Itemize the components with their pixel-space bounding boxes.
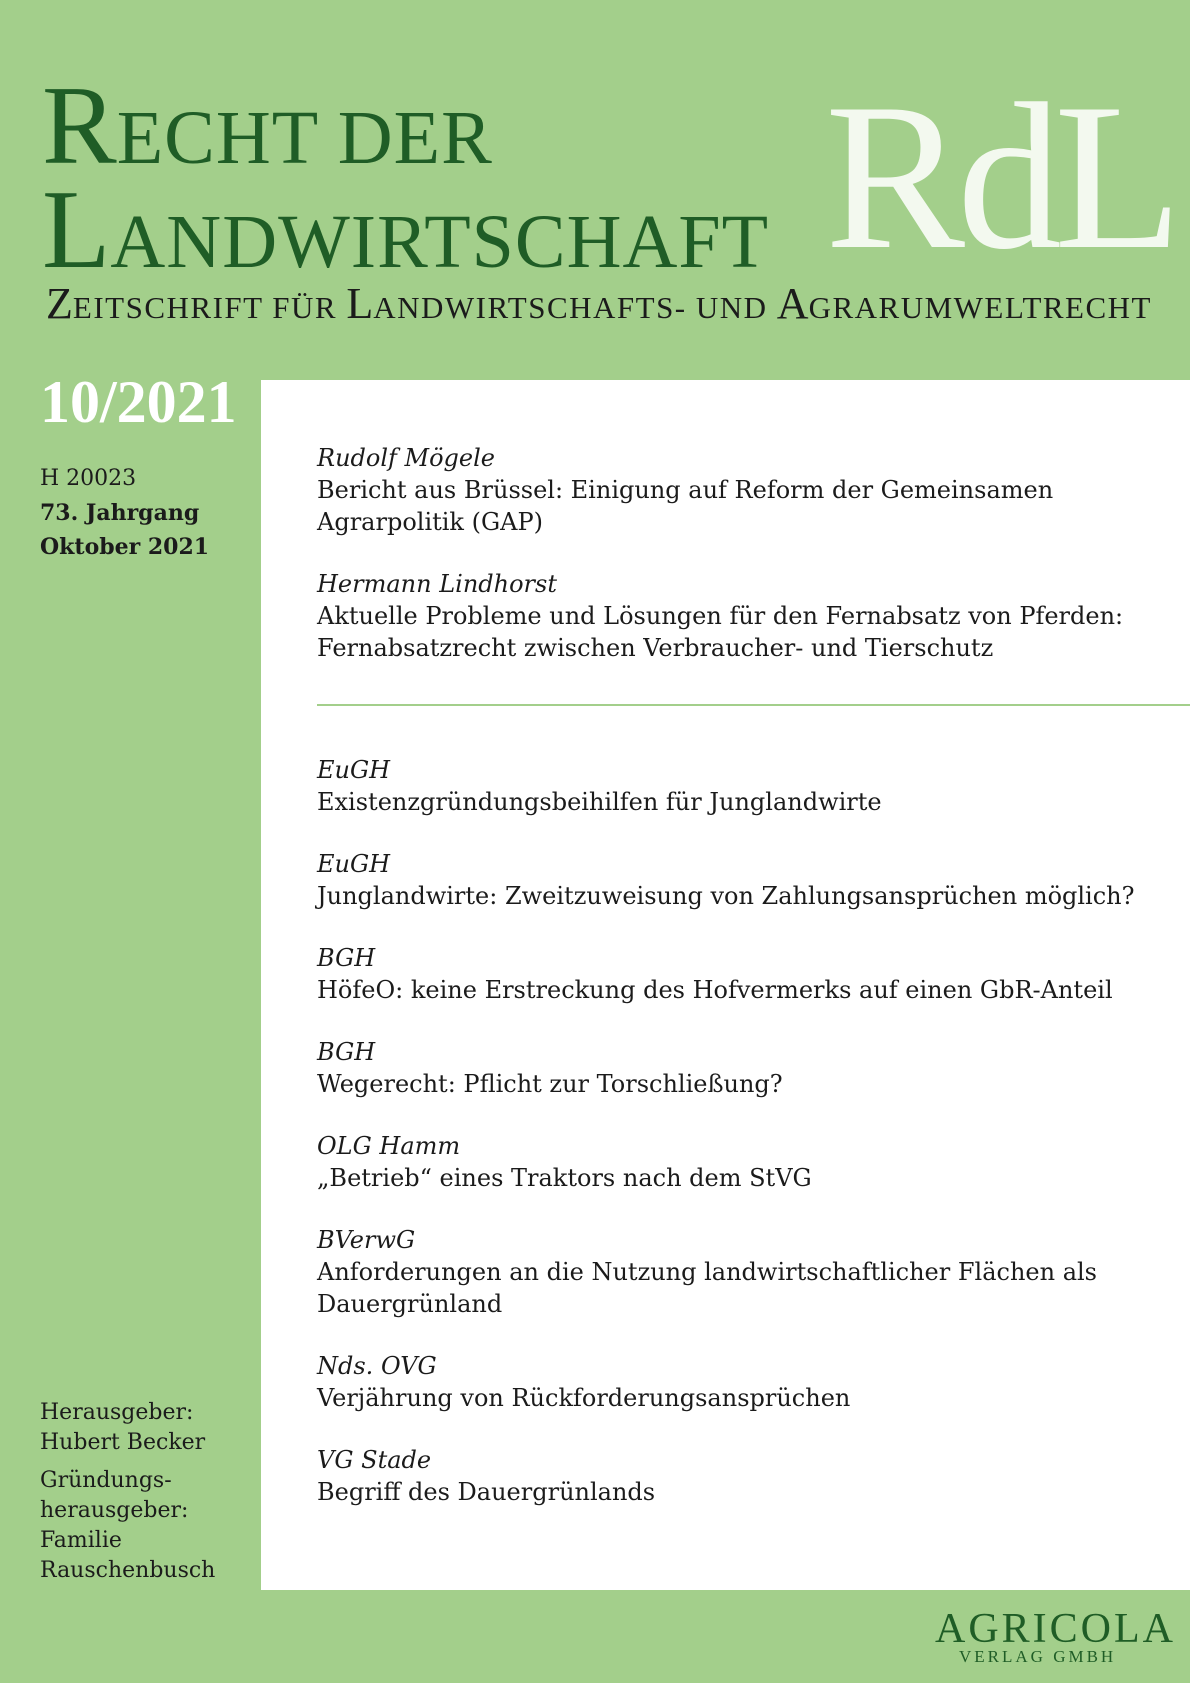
editor-label: Herausgeber: [40,1400,194,1425]
decision-entry [317,942,1177,1006]
journal-monogram: RdL [825,61,1175,293]
decision-entry [317,754,1177,818]
decision-title: Existenzgründungsbeihilfen für Junglandwirte [317,788,882,816]
issue-month: Oktober 2021 [40,534,210,560]
founding-editor-name-2: Rauschenbusch [40,1558,216,1583]
decision-court: BVerwG [317,1226,416,1254]
decision-court: BGH [317,944,376,972]
article-entry [317,568,1177,664]
article-title-cont: Agrarpolitik (GAP) [317,508,543,536]
founding-editor-name-1: Familie [40,1528,122,1553]
decision-court: Nds. OVG [317,1352,437,1380]
decision-title: HöfeO: keine Erstreckung des Hofvermerks auf einen GbR-Anteil [317,976,1113,1004]
contents-panel [261,380,1190,1590]
decision-title: Anforderungen an die Nutzung landwirtschaftlicher Flächen als [317,1258,1097,1286]
section-divider [317,704,1190,706]
article-entry [317,442,1177,538]
decision-title: „Betrieb“ eines Traktors nach dem StVG [317,1164,812,1192]
decision-court: EuGH [317,850,391,878]
article-title: Aktuelle Probleme und Lösungen für den Fernabsatz von Pferden: [317,602,1124,630]
journal-title-line-1: RECHT DER [42,64,493,188]
article-author: Rudolf Mögele [317,444,495,472]
decision-title: Verjährung von Rückforderungsansprüchen [317,1384,851,1412]
editor-name: Hubert Becker [40,1430,206,1455]
journal-title-line-2: LANDWIRTSCHAFT [42,168,770,292]
decision-title-cont: Dauergrünland [317,1290,503,1318]
decision-title: Junglandwirte: Zweitzuweisung von Zahlungsansprüchen möglich? [317,882,1135,910]
decision-court: VG Stade [317,1446,432,1474]
decision-entry [317,1130,1177,1194]
journal-title [42,64,770,292]
issue-number: 10/2021 [40,369,237,435]
issue-volume: 73. Jahrgang [40,500,200,526]
decision-title: Begriff des Dauergrünlands [317,1478,656,1506]
decision-entry [317,1350,1177,1414]
publisher-subname: VERLAG GMBH [959,1647,1117,1666]
editors-block [40,1398,215,1586]
publisher-logo [935,1608,1176,1665]
table-of-contents [317,442,1177,1538]
founding-editor-label-2: herausgeber: [40,1498,189,1523]
decision-court: OLG Hamm [317,1132,461,1160]
article-title: Bericht aus Brüssel: Einigung auf Reform der Gemeinsamen [317,476,1054,504]
decision-entry [317,848,1177,912]
journal-subtitle: ZEITSCHRIFT FÜR LANDWIRTSCHAFTS- UND AGRARUMWELTRECHT [46,279,1152,328]
decision-title: Wegerecht: Pflicht zur Torschließung? [317,1070,783,1098]
article-title-cont: Fernabsatzrecht zwischen Verbraucher- und Tierschutz [317,634,994,662]
founding-editor-label-1: Gründungs- [40,1468,172,1493]
decision-entry [317,1224,1177,1320]
issue-meta [40,462,209,564]
decision-court: EuGH [317,756,391,784]
issue-code: H 20023 [40,466,137,491]
decision-entry [317,1036,1177,1100]
decision-entry [317,1444,1177,1508]
decision-court: BGH [317,1038,376,1066]
publisher-name: AGRICOLA [935,1606,1176,1652]
article-author: Hermann Lindhorst [317,570,557,598]
